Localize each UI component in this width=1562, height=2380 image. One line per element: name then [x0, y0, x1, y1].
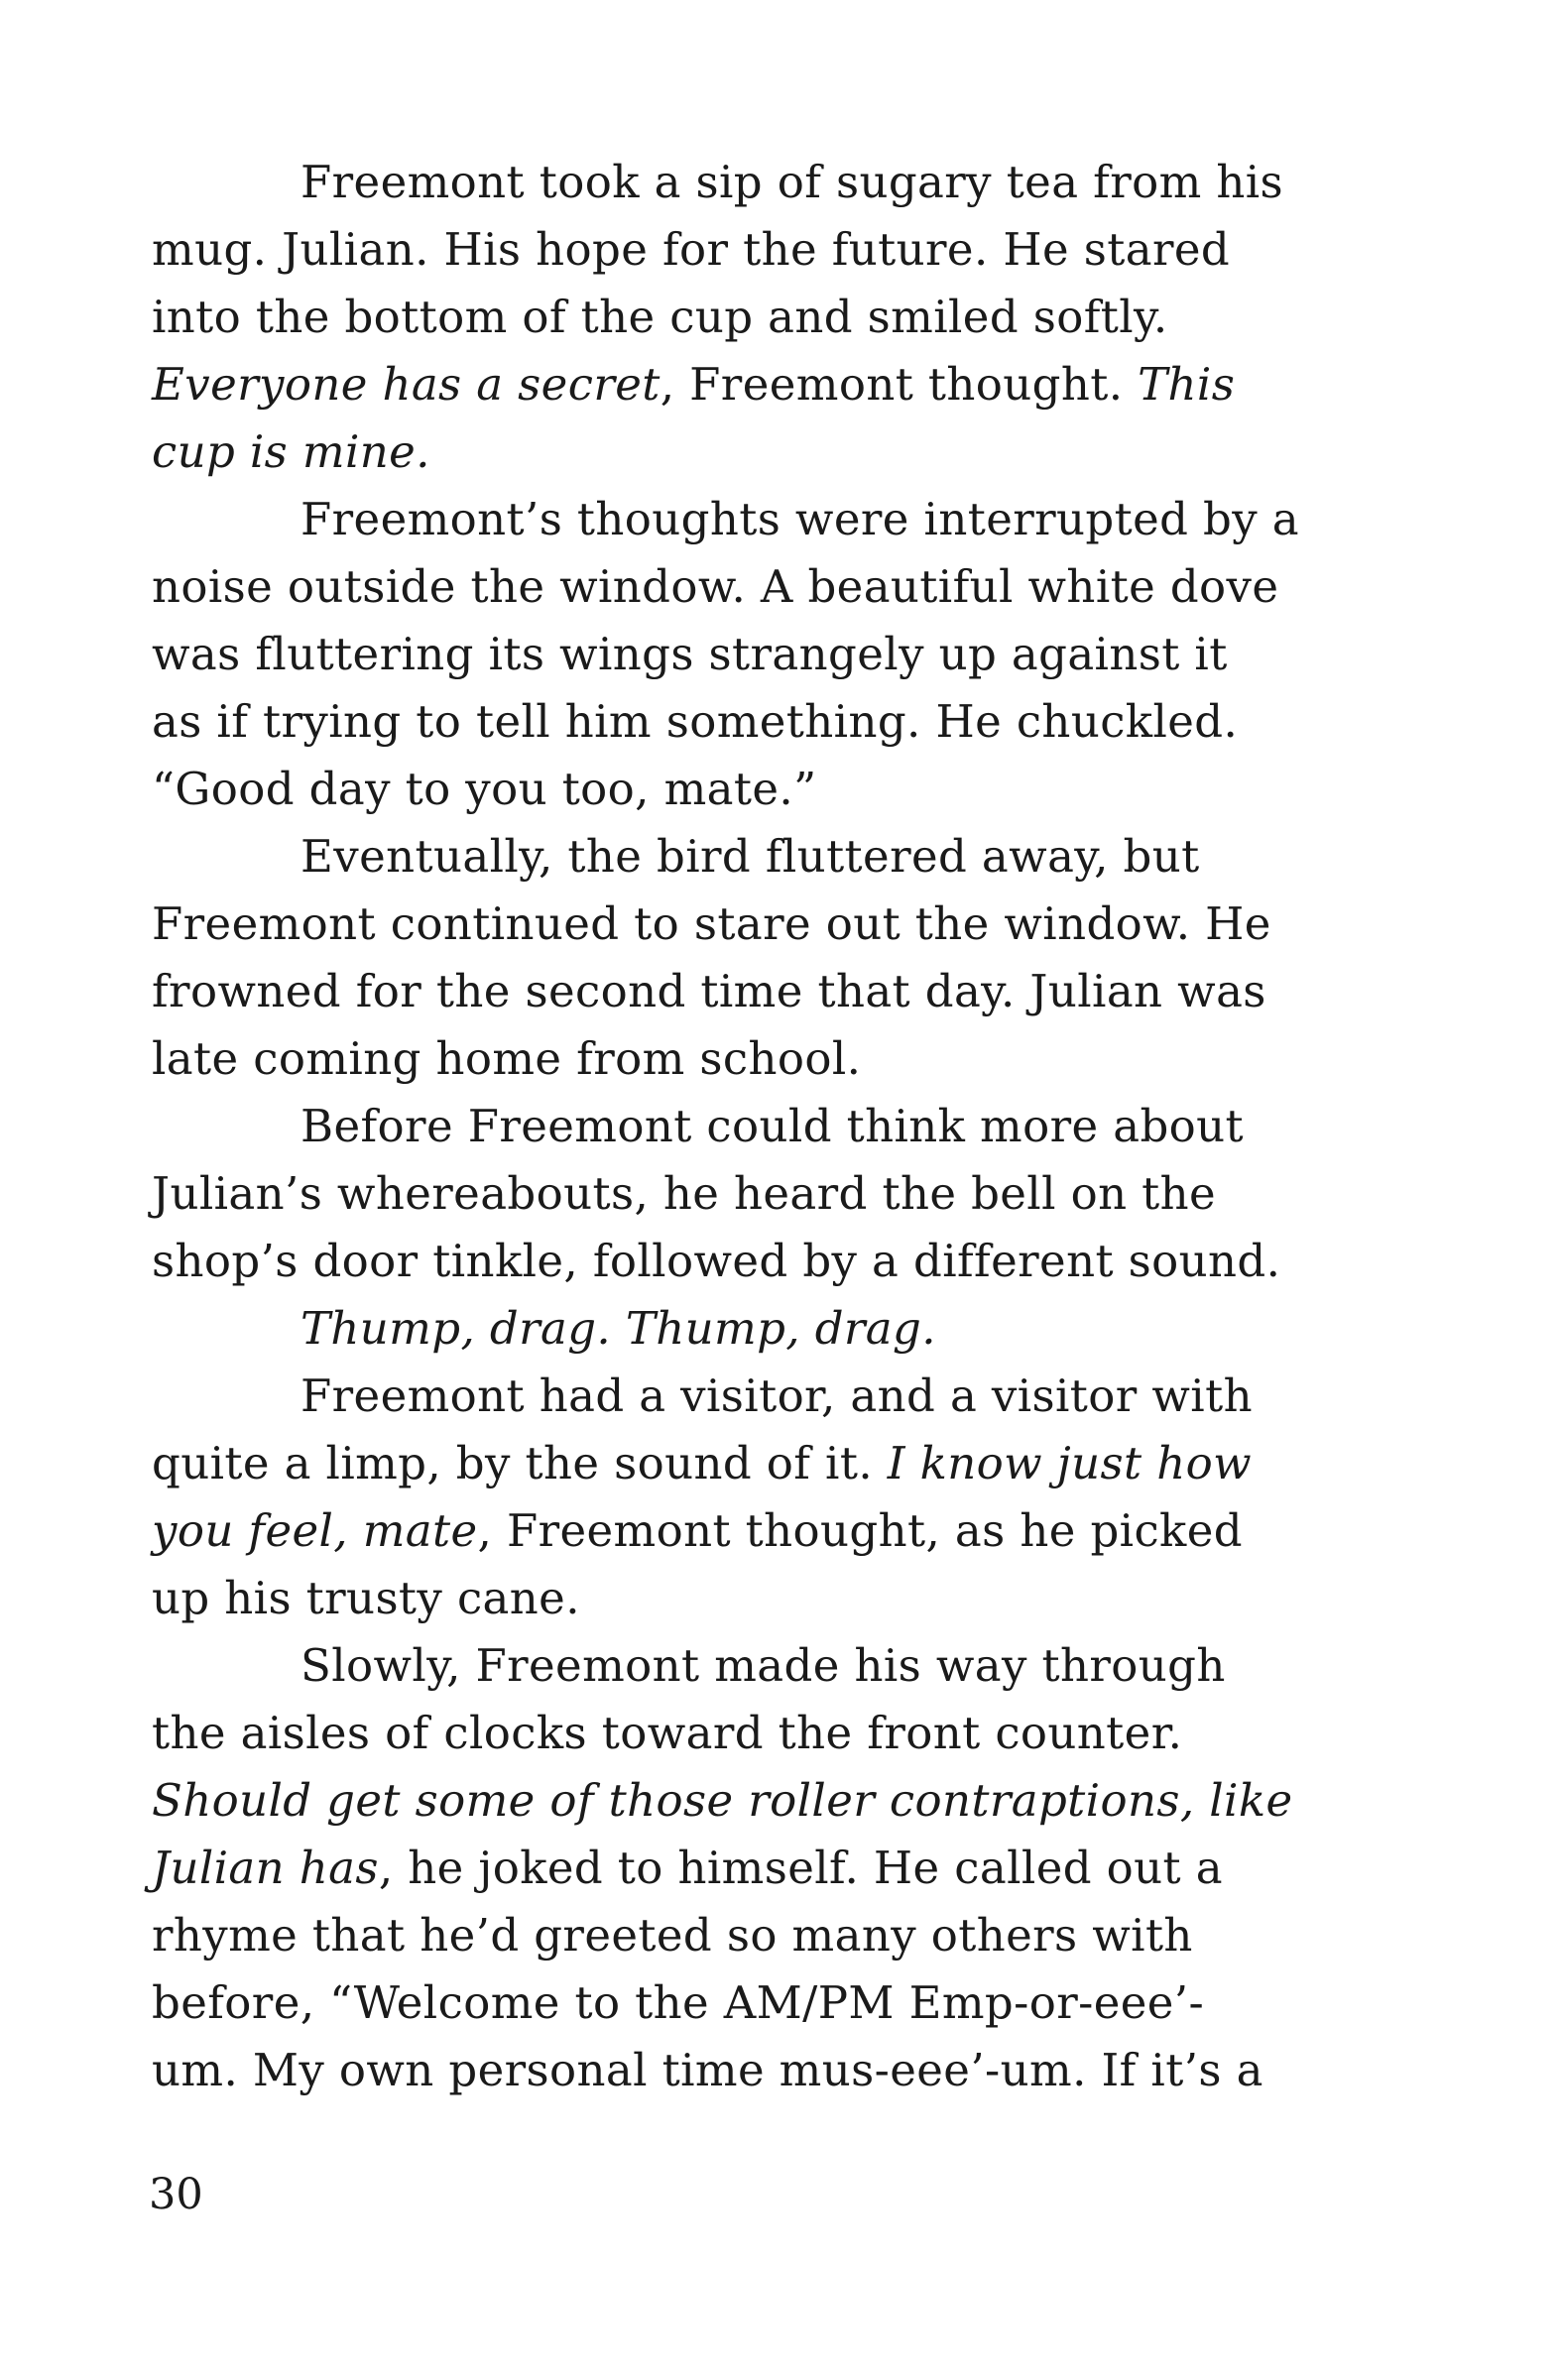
- text-segment: into the bottom of the cup and smiled softly.: [152, 291, 1168, 343]
- text-segment: Julian’s whereabouts, he heard the bell on the: [152, 1167, 1217, 1220]
- text-line: [152, 891, 1372, 958]
- text-line: [152, 1093, 1372, 1160]
- text-line: [152, 1902, 1372, 1969]
- text-segment: , Freemont thought.: [660, 358, 1139, 411]
- text-segment: frowned for the second time that day. Julian was: [152, 965, 1266, 1017]
- text-line: [152, 823, 1372, 891]
- text-segment: late coming home from school.: [152, 1032, 862, 1085]
- text-segment: as if trying to tell him something. He chuckled.: [152, 695, 1239, 748]
- text-line: [152, 1835, 1372, 1902]
- text-line: [152, 1767, 1372, 1835]
- text-line: [152, 1430, 1372, 1497]
- text-line: [152, 2037, 1372, 2104]
- text-segment: Eventually, the bird fluttered away, but: [300, 830, 1200, 883]
- text-line: [152, 1565, 1372, 1632]
- text-line: [152, 284, 1372, 351]
- text-segment: mug. Julian. His hope for the future. He stared: [152, 223, 1231, 276]
- text-line: [152, 1295, 1372, 1363]
- text-segment: Freemont took a sip of sugary tea from his: [300, 156, 1284, 208]
- text-line: [152, 1700, 1372, 1767]
- text-segment: Freemont’s thoughts were interrupted by a: [300, 493, 1300, 545]
- text-line: [152, 688, 1372, 756]
- text-segment: Before Freemont could think more about: [300, 1100, 1245, 1152]
- text-line: [152, 958, 1372, 1025]
- text-segment: the aisles of clocks toward the front counter.: [152, 1707, 1183, 1759]
- page-number: 30: [149, 2170, 203, 2219]
- text-line: [152, 418, 1372, 486]
- italic-text-segment: you feel, mate: [152, 1504, 478, 1557]
- text-line: [152, 351, 1372, 418]
- text-line: [152, 1160, 1372, 1228]
- text-line: [152, 486, 1372, 553]
- text-line: [152, 149, 1372, 216]
- text-segment: up his trusty cane.: [152, 1572, 580, 1624]
- text-line: [152, 1363, 1372, 1430]
- italic-text-segment: This: [1138, 358, 1236, 411]
- text-line: [152, 621, 1372, 688]
- text-line: [152, 553, 1372, 621]
- text-line: [152, 1969, 1372, 2037]
- text-segment: Slowly, Freemont made his way through: [300, 1639, 1226, 1692]
- text-segment: , Freemont thought, as he picked: [477, 1504, 1243, 1557]
- text-segment: was fluttering its wings strangely up against it: [152, 628, 1228, 680]
- italic-text-segment: Should get some of those roller contraptions, like: [152, 1774, 1293, 1827]
- italic-text-segment: cup is mine.: [152, 425, 430, 478]
- text-line: [152, 216, 1372, 284]
- text-segment: Freemont continued to stare out the window. He: [152, 897, 1271, 950]
- text-segment: Freemont had a visitor, and a visitor with: [300, 1369, 1253, 1422]
- text-line: [152, 1025, 1372, 1093]
- text-segment: quite a limp, by the sound of it.: [152, 1437, 888, 1489]
- text-segment: noise outside the window. A beautiful white dove: [152, 560, 1279, 613]
- text-segment: rhyme that he’d greeted so many others with: [152, 1909, 1193, 1962]
- text-segment: shop’s door tinkle, followed by a different sound.: [152, 1235, 1281, 1287]
- text-segment: , he joked to himself. He called out a: [378, 1842, 1223, 1894]
- text-line: [152, 756, 1372, 823]
- italic-text-segment: Everyone has a secret: [152, 358, 661, 411]
- text-segment: um. My own personal time mus-eee’-um. If it’s a: [152, 2044, 1263, 2096]
- text-line: [152, 1497, 1372, 1565]
- italic-text-segment: I know just how: [887, 1437, 1252, 1489]
- text-segment: “Good day to you too, mate.”: [152, 763, 817, 815]
- body-text: [152, 149, 1372, 2104]
- text-segment: before, “Welcome to the AM/PM Emp-or-eee’-: [152, 1976, 1205, 2029]
- text-line: [152, 1632, 1372, 1700]
- italic-text-segment: Thump, drag. Thump, drag.: [300, 1302, 936, 1355]
- text-line: [152, 1228, 1372, 1295]
- italic-text-segment: Julian has: [152, 1842, 379, 1894]
